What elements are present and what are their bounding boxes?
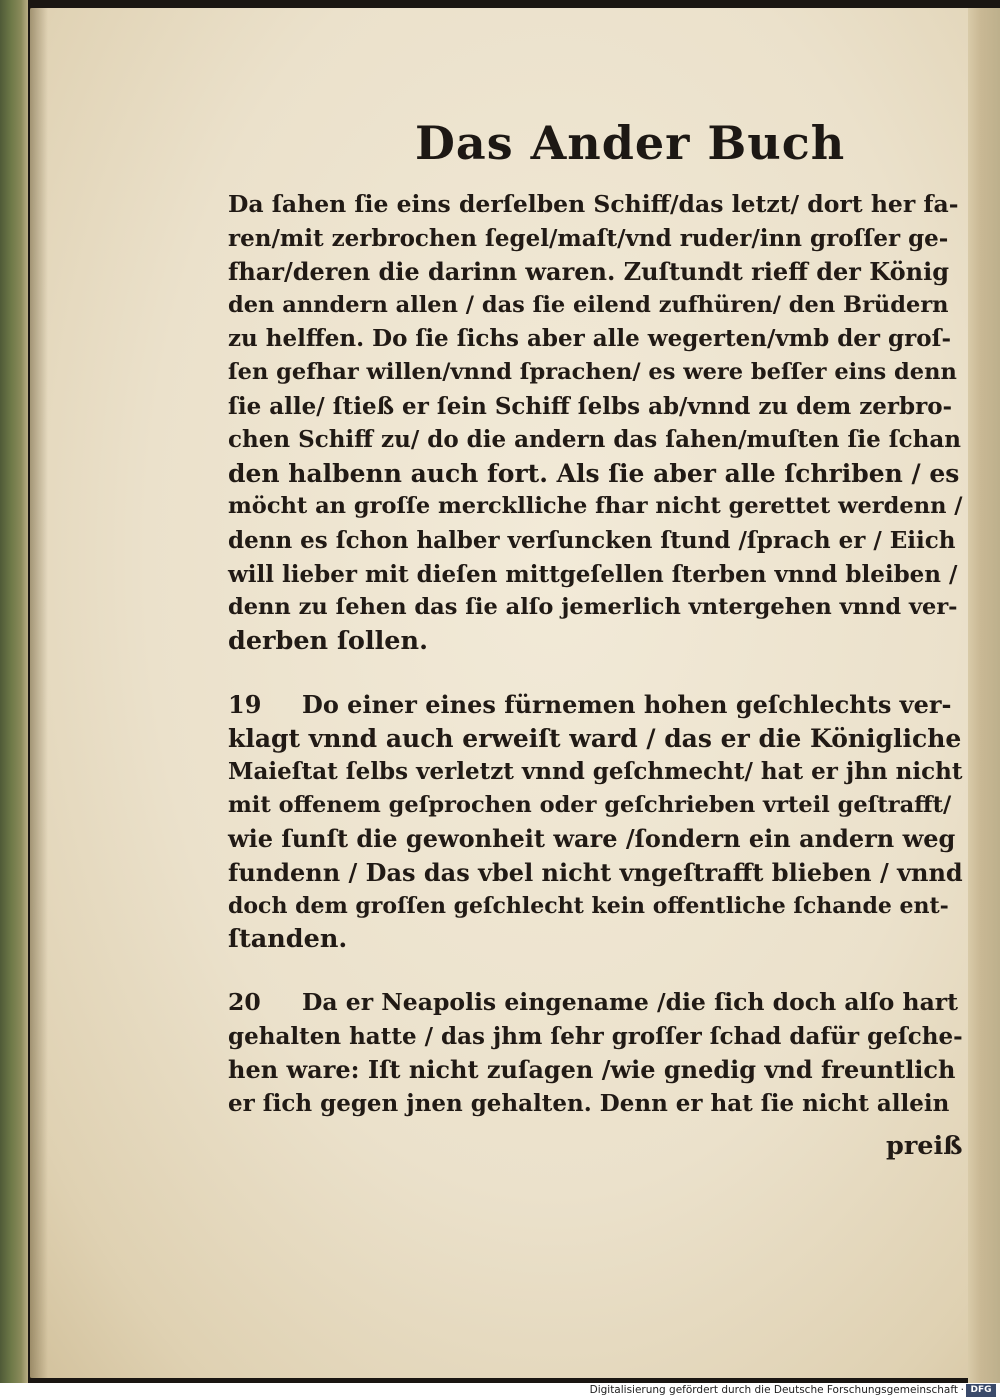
line-text: mit offenem geſprochen oder geſchrieben vrteil geſtrafft/ — [228, 791, 952, 818]
paragraph-1 — [228, 188, 963, 658]
line-text: fhar/deren die darinn waren. Zuſtundt rieff der König — [228, 257, 949, 287]
line-text: den halbenn auch fort. Als ſie aber alle ſchriben / es — [228, 458, 960, 488]
text-line — [228, 822, 963, 856]
line-text: Do einer eines fürnemen hohen geſchlechts ver- — [302, 690, 952, 719]
text-line — [228, 1087, 963, 1121]
footer-separator: · — [960, 1384, 964, 1396]
catchword: preiß — [886, 1131, 963, 1161]
line-text: klagt vnnd auch erweiſt ward / das er die Königliche — [228, 723, 962, 753]
line-text: Da ſahen ſie eins derſelben Schiff/das letzt/ dort her fa- — [228, 190, 959, 218]
text-line — [228, 423, 963, 457]
text-line — [228, 755, 963, 789]
text-line — [228, 1020, 963, 1054]
text-line — [228, 789, 963, 823]
line-text: fundenn / Das das vbel nicht vngeſtrafft blieben / vnnd — [228, 857, 963, 887]
line-text: wie ſunſt die gewonheit ware /ſondern ein andern weg — [228, 824, 956, 854]
line-text: ren/mit zerbrochen ſegel/maſt/vnd ruder/inn groſſer ge- — [228, 224, 949, 252]
line-text: ſtanden. — [228, 924, 348, 955]
line-text: zu helffen. Do ſie ſichs aber alle wegerten/vmb der groſ- — [228, 325, 952, 353]
text-line — [228, 524, 963, 558]
line-text: derben ſollen. — [228, 625, 428, 656]
page-edge — [968, 8, 1000, 1383]
text-line — [228, 923, 963, 957]
text-line — [228, 188, 963, 222]
line-text: denn zu ſehen das ſie alſo jemerlich vntergehen vnnd ver- — [228, 594, 958, 621]
text-line — [228, 1053, 963, 1087]
text-line — [228, 255, 963, 289]
line-text: ſie alle/ ſtieß er ſein Schiff ſelbs ab/vnnd zu dem zerbro- — [228, 392, 953, 420]
book-binding — [0, 0, 28, 1383]
line-text: den anndern allen / das ſie eilend zufhüren/ den Brüdern — [228, 291, 949, 318]
funding-credit: Digitalisierung gefördert durch die Deutsche Forschungsgemeinschaft — [589, 1384, 958, 1396]
text-line — [228, 390, 963, 424]
text-line — [228, 722, 963, 756]
text-line — [228, 890, 963, 924]
text-line — [228, 457, 963, 491]
line-text: doch dem groſſen geſchlecht kein offentliche ſchande ent- — [228, 892, 949, 919]
paragraph-number: 19 — [228, 690, 262, 719]
line-text: will lieber mit dieſen mittgeſellen ſterben vnnd bleiben / — [228, 560, 958, 588]
line-text: möcht an groſſe mercklliche fhar nicht gerettet werdenn / — [228, 493, 963, 520]
line-text: hen ware: Iſt nicht zuſagen /wie gnedig vnd freuntlich — [228, 1055, 956, 1085]
running-header: Das Ander Buch — [415, 116, 846, 170]
paragraph-20 — [228, 986, 963, 1120]
paragraph-number: 20 — [228, 988, 261, 1016]
text-line — [228, 625, 963, 659]
line-text: Da er Neapolis eingename /die ſich doch alſo hart — [302, 988, 959, 1016]
text-line — [228, 356, 963, 390]
line-text: ſen gefhar willen/vnnd ſprachen/ es were beſſer eins denn — [228, 358, 957, 385]
text-line — [228, 490, 963, 524]
line-text: gehalten hatte / das jhm ſehr groſſer ſchad dafür geſche- — [228, 1022, 963, 1050]
line-text: er ſich gegen jnen gehalten. Denn er hat ſie nicht allein — [228, 1089, 950, 1117]
text-line — [228, 322, 963, 356]
text-line — [228, 591, 963, 625]
text-line — [228, 558, 963, 592]
page-gutter-shadow — [30, 8, 48, 1378]
text-line — [228, 688, 963, 722]
dfg-logo: DFG — [966, 1384, 996, 1397]
line-text: Maieſtat ſelbs verletzt vnnd geſchmecht/ hat er jhn nicht — [228, 758, 963, 786]
line-text: denn es ſchon halber verſuncken ſtund /ſprach er / Eiich — [228, 526, 956, 554]
text-line — [228, 289, 963, 323]
text-line — [228, 986, 963, 1020]
paragraph-19 — [228, 688, 963, 957]
line-text: chen Schiff zu/ do die andern das ſahen/muſten ſie ſchan — [228, 426, 961, 454]
text-line — [228, 856, 963, 890]
text-line — [228, 222, 963, 256]
